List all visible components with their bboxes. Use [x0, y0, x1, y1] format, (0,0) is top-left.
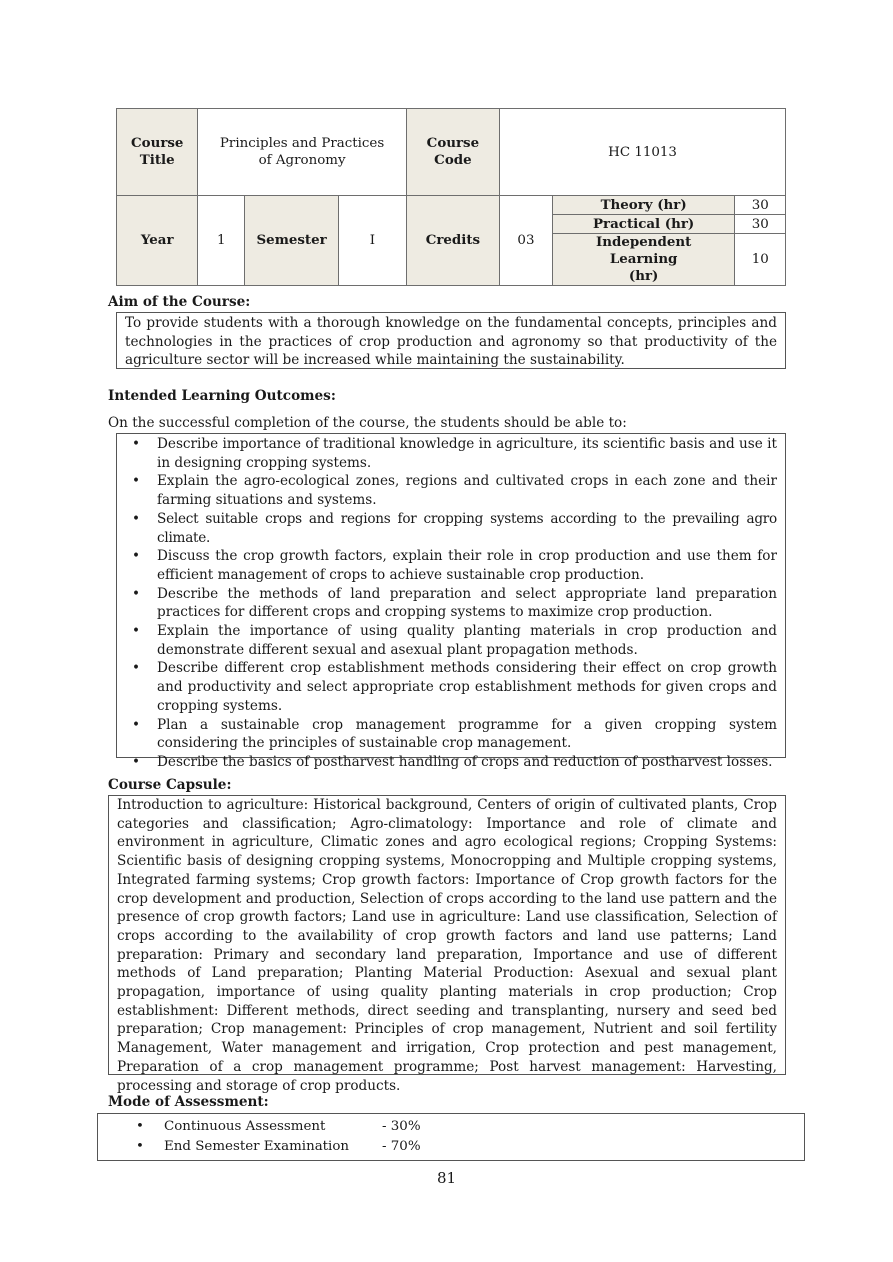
independent-hours-label: Independent Learning (hr): [552, 234, 735, 286]
bullet-icon: •: [132, 510, 141, 527]
theory-hours-value: 30: [735, 196, 786, 215]
theory-hours-label: Theory (hr): [552, 196, 735, 215]
bullet-icon: •: [136, 1119, 144, 1134]
credits-value: 03: [500, 196, 553, 286]
course-code-label: Course Code: [406, 109, 499, 196]
practical-hours-label: Practical (hr): [552, 215, 735, 234]
assessment-list: [98, 1117, 804, 1157]
credits-label: Credits: [406, 196, 499, 286]
assessment-heading: Mode of Assessment:: [108, 1094, 269, 1110]
outcome-item: • Describe the basics of postharvest handling of crops and reduction of postharvest losses.: [132, 753, 773, 770]
assessment-value: - 30%: [382, 1119, 421, 1134]
bullet-icon: •: [132, 623, 141, 640]
year-value: 1: [198, 196, 245, 286]
course-title-value: Principles and Practices of Agronomy: [198, 109, 406, 196]
course-info-table: [116, 108, 786, 286]
assessment-label: Continuous Assessment: [164, 1119, 326, 1134]
outcome-item: • Describe the methods of land preparation and select appropriate land preparation practices for different crops and cropping systems to maximize crop production.: [132, 585, 777, 621]
aim-box: [116, 312, 786, 369]
page-number: 81: [436, 1169, 457, 1187]
aim-heading: Aim of the Course:: [108, 294, 251, 310]
aim-text: To provide students with a thorough knowledge on the fundamental concepts, principles and technologies in the practices of crop production and agronomy so that productivity of the agriculture sector will be increased while maintaining the sustainability.: [125, 315, 777, 369]
year-label: Year: [117, 196, 198, 286]
bullet-icon: •: [132, 436, 141, 452]
outcome-item: • Explain the importance of using quality planting materials in crop production and demonstrate different sexual and asexual plant propagation methods.: [132, 623, 777, 658]
bullet-icon: •: [132, 753, 141, 770]
outcomes-box: [116, 433, 786, 770]
assessment-item: [98, 1117, 804, 1137]
outcome-item: • Explain the agro-ecological zones, regions and cultivated crops in each zone and their farming situations and systems.: [132, 473, 777, 509]
capsule-box: [108, 795, 786, 1094]
assessment-item: [98, 1137, 804, 1157]
bullet-icon: •: [132, 548, 141, 565]
bullet-icon: •: [132, 585, 141, 602]
bullet-icon: •: [136, 1139, 144, 1154]
assessment-label: End Semester Examination: [164, 1139, 350, 1154]
practical-hours-value: 30: [735, 215, 786, 234]
capsule-text: Introduction to agriculture: Historical background, Centers of origin of cultivated plants, Crop categories and classification; Agro-climatology: Importance and role of climate and environment in agriculture, Climatic zones and agro ecological regions; Cropping Systems: Scientific basis of designing cropping systems, Monocropping and Multiple cropping systems, Integrated farming systems; Crop growth factors: Importance of Crop growth factors for the crop development and production, Selection of crops according to the land use pattern and the presence of crop growth factors; Land use in agriculture: Land use classification, Selection of crops according to the availability of crop growth factors and land use patterns; Land preparation: Primary and secondary land preparation, Importance and use of different methods of Land preparation; Planting Material Production: Asexual and sexual plant propagation, importance of using quality planting materials in crop production; Crop establishment: Different methods, direct seeding and transplanting, nursery and seed bed preparation; Crop management: Principles of crop management, Nutrient and soil fertility Management, Water management and irrigation, Crop protection and pest management, Preparation of a crop management programme; Post harvest management: Harvesting, processing and storage of crop products.: [117, 797, 777, 1094]
outcome-item: • Describe importance of traditional knowledge in agriculture, its scientific basis and use it in designing cropping systems.: [132, 436, 777, 471]
semester-value: I: [339, 196, 406, 286]
course-title-label: Course Title: [117, 109, 198, 196]
outcome-item: • Select suitable crops and regions for cropping systems according to the prevailing agro climate.: [132, 510, 777, 546]
semester-label: Semester: [245, 196, 339, 286]
independent-hours-value: 10: [735, 234, 786, 286]
bullet-icon: •: [132, 716, 141, 733]
course-code-value: HC 11013: [500, 109, 786, 196]
assessment-box: [97, 1113, 805, 1161]
bullet-icon: •: [132, 473, 141, 490]
capsule-heading: Course Capsule:: [108, 777, 232, 793]
outcomes-list: [117, 435, 785, 772]
assessment-value: - 70%: [382, 1139, 421, 1154]
outcome-item: • Plan a sustainable crop management programme for a given cropping system considering the principles of sustainable crop management.: [132, 716, 777, 752]
outcome-item: • Discuss the crop growth factors, explain their role in crop production and use them for efficient management of crops to achieve sustainable crop production.: [132, 548, 777, 583]
outcomes-heading: Intended Learning Outcomes:: [108, 388, 336, 404]
outcome-item: • Describe different crop establishment methods considering their effect on crop growth and productivity and select appropriate crop establishment methods for given crops and cropping systems.: [132, 660, 777, 714]
bullet-icon: •: [132, 660, 141, 677]
outcomes-intro: On the successful completion of the course, the students should be able to:: [108, 415, 627, 431]
